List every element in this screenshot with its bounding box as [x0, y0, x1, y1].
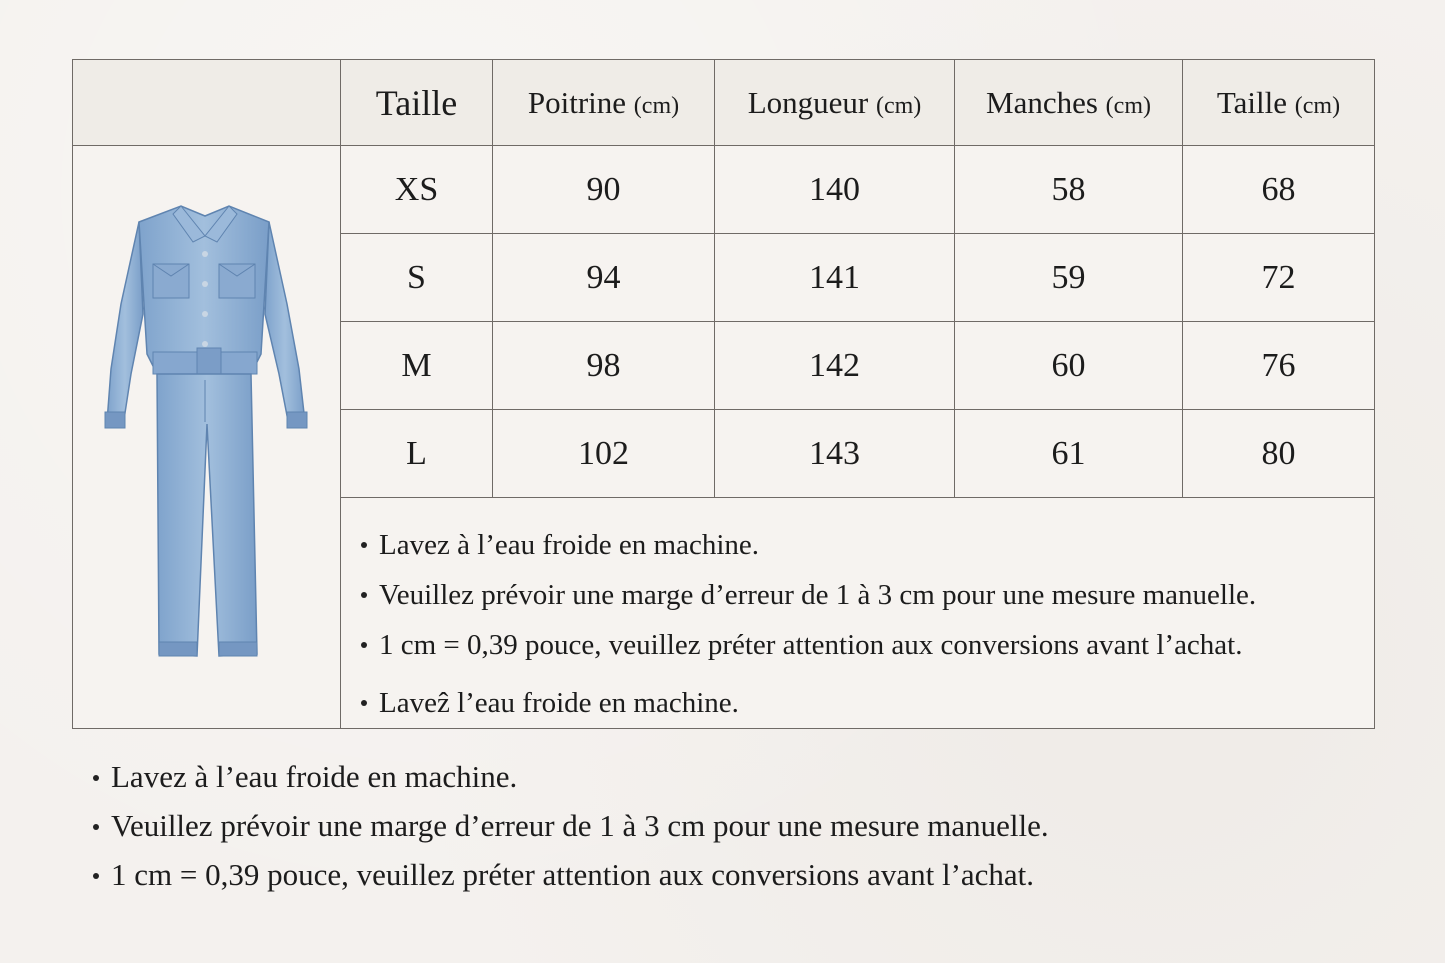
cell-sleeves: 60 — [955, 322, 1183, 410]
cell-size: L — [341, 410, 493, 498]
bullet-icon — [361, 700, 367, 706]
bullet-icon — [93, 824, 99, 830]
product-photo-cell — [73, 146, 341, 729]
list-item: 1 cm = 0,39 pouce, veuillez préter attention aux conversions avant l’achat. — [361, 620, 1374, 670]
cell-chest: 102 — [493, 410, 715, 498]
list-item: 1 cm = 0,39 pouce, veuillez préter attention aux conversions avant l’achat. — [93, 850, 1393, 899]
table-row — [73, 146, 1375, 234]
list-item: Veuillez prévoir une marge d’erreur de 1 à 3 cm pour une mesure manuelle. — [93, 801, 1393, 850]
cell-chest: 98 — [493, 322, 715, 410]
cell-chest: 94 — [493, 234, 715, 322]
list-item: Lavez à l’eau froide en machine. — [361, 520, 1374, 570]
cell-sleeves: 61 — [955, 410, 1183, 498]
table-header-row — [73, 60, 1375, 146]
cell-length: 141 — [715, 234, 955, 322]
bottom-notes-list — [93, 752, 1393, 899]
cell-waist: 68 — [1183, 146, 1375, 234]
header-sleeves: Manches (cm) — [955, 60, 1183, 146]
cell-size: M — [341, 322, 493, 410]
header-empty-cell — [73, 60, 341, 146]
list-item: Lavez à l’eau froide en machine. — [93, 752, 1393, 801]
bullet-icon — [361, 592, 367, 598]
header-length: Longueur (cm) — [715, 60, 955, 146]
denim-jumpsuit-image — [101, 194, 311, 684]
cell-length: 140 — [715, 146, 955, 234]
bottom-care-notes — [93, 752, 1393, 899]
cell-length: 142 — [715, 322, 955, 410]
care-notes-cell — [341, 498, 1375, 729]
header-waist: Taille (cm) — [1183, 60, 1375, 146]
cell-length: 143 — [715, 410, 955, 498]
bullet-icon — [93, 873, 99, 879]
cell-sleeves: 59 — [955, 234, 1183, 322]
list-item: Laveẑ l’eau froide en machine. — [361, 678, 1374, 728]
bullet-icon — [361, 542, 367, 548]
list-item: Veuillez prévoir une marge d’erreur de 1 à 3 cm pour une mesure manuelle. — [361, 570, 1374, 620]
cell-waist: 72 — [1183, 234, 1375, 322]
header-chest: Poitrine (cm) — [493, 60, 715, 146]
cell-size: XS — [341, 146, 493, 234]
header-size: Taille — [341, 60, 493, 146]
bullet-icon — [93, 775, 99, 781]
cell-size: S — [341, 234, 493, 322]
bullet-icon — [361, 642, 367, 648]
cell-chest: 90 — [493, 146, 715, 234]
cell-waist: 76 — [1183, 322, 1375, 410]
size-chart-table — [72, 59, 1375, 729]
cell-waist: 80 — [1183, 410, 1375, 498]
care-notes-list — [361, 520, 1374, 728]
cell-sleeves: 58 — [955, 146, 1183, 234]
